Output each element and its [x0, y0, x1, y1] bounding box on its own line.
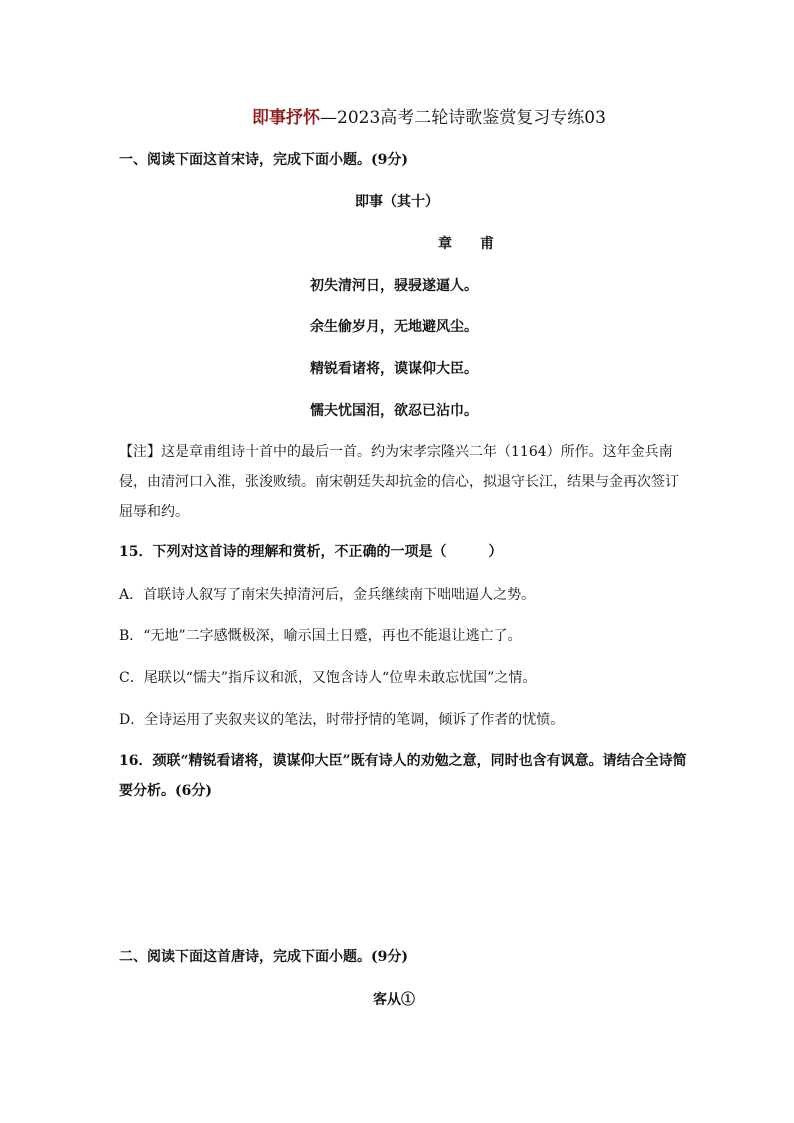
- question-15-option-a: A．首联诗人叙写了南宋失掉清河后，金兵继续南下咄咄逼人之势。: [119, 587, 536, 603]
- question-15-stem: 15．下列对这首诗的理解和赏析，不正确的一项是（ ）: [119, 544, 503, 560]
- title-rest: —2023高考二轮诗歌鉴赏复习专练03: [320, 108, 606, 128]
- poem-line-3: 精锐看诸将，谟谋仰大臣。: [310, 361, 478, 377]
- section2-heading: 二、阅读下面这首唐诗，完成下面小题。(9分): [119, 949, 408, 965]
- question-16: 16．颈联“精锐看诸将，谟谋仰大臣”既有诗人的劝勉之意，同时也含有讽意。请结合全诗简要分析。(6分): [119, 753, 687, 799]
- question-15-option-b: B．“无地”二字感慨极深，喻示国土日蹙，再也不能退让逃亡了。: [119, 628, 522, 644]
- poem-line-1: 初失清河日，骎骎遂逼人。: [310, 278, 478, 294]
- poem-title: 即事（其十）: [355, 194, 439, 210]
- poem-line-4: 懦夫忧国泪，欲忍已沾巾。: [310, 403, 478, 419]
- question-15-option-d: D．全诗运用了夹叙夹议的笔法，时带抒情的笔调，倾诉了作者的忧愤。: [119, 712, 565, 728]
- title-highlight: 即事抒怀: [252, 108, 320, 128]
- question-15-option-c: C．尾联以“懦夫”指斥议和派，又饱含诗人“位卑未敢忘忧国”之情。: [119, 670, 537, 686]
- poem-note: 【注】这是章甫组诗十首中的最后一首。约为宋孝宗隆兴二年（1164）所作。这年金兵南侵，由清河口入淮，张浚败绩。南宋朝廷失却抗金的信心，拟退守长江，结果与金再次签订屈辱和约。: [119, 444, 679, 520]
- section1-heading: 一、阅读下面这首宋诗，完成下面小题。(9分): [119, 152, 408, 168]
- section2-poem-title: 客从①: [373, 992, 415, 1008]
- poem-line-2: 余生偷岁月，无地避风尘。: [310, 319, 478, 335]
- poem-author: 章 甫: [438, 236, 494, 252]
- page-title: [252, 107, 606, 129]
